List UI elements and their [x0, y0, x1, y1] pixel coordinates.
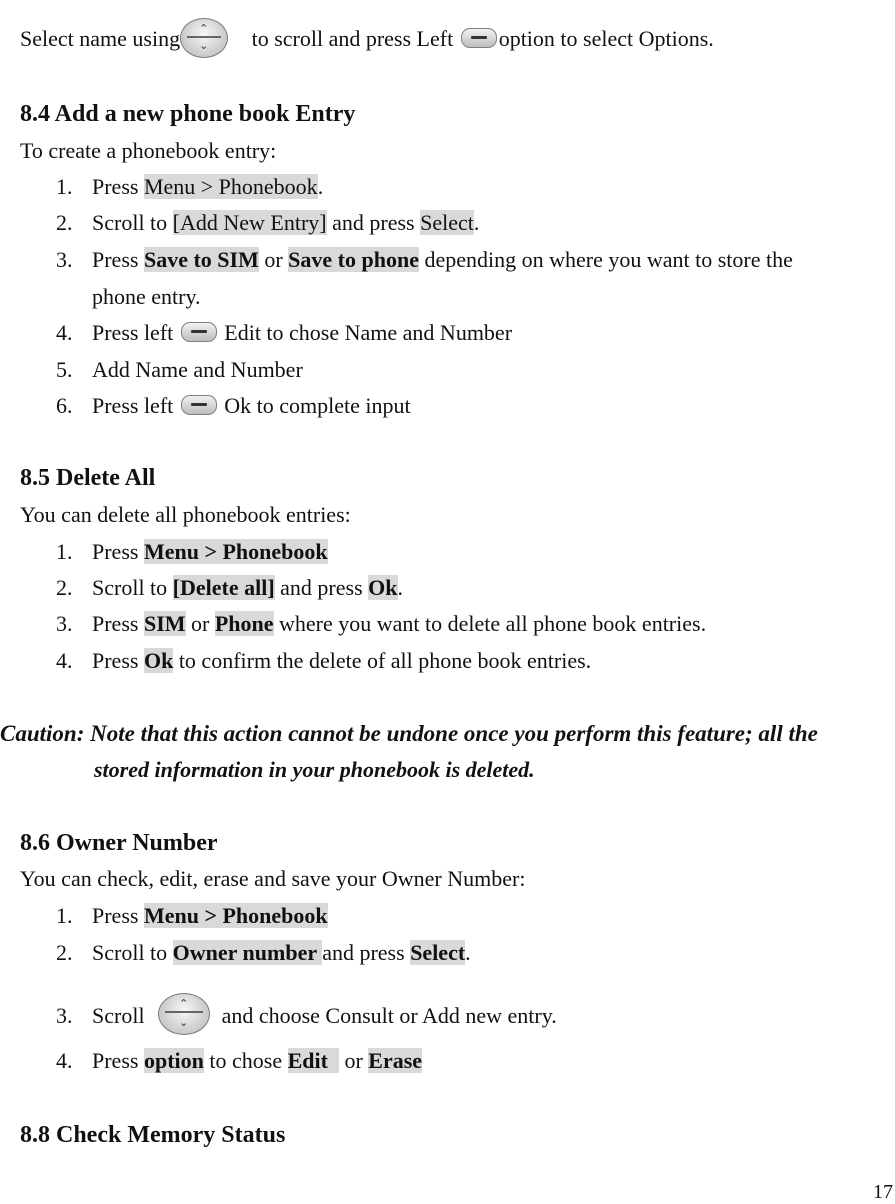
- navigation-key-icon: ⌃ ⌄: [158, 993, 210, 1035]
- list-item: 2. Scroll to [Add New Entry] and press Select.: [56, 210, 480, 235]
- section-heading-8-4: 8.4 Add a new phone book Entry: [20, 101, 356, 127]
- section-heading-8-6: 8.6 Owner Number: [20, 830, 218, 856]
- section-heading-8-5: 8.5 Delete All: [20, 465, 156, 491]
- section-lead: You can delete all phonebook entries:: [20, 502, 351, 527]
- intro-text: option to select Options.: [498, 26, 714, 51]
- left-softkey-icon: [181, 395, 217, 415]
- list-item: 6. Press left Ok to complete input: [56, 393, 411, 418]
- left-softkey-icon: [181, 322, 217, 342]
- list-item: 3. Press SIM or Phone where you want to delete all phone book entries.: [56, 611, 707, 636]
- list-item: 4. Press Ok to confirm the delete of all phone book entries.: [56, 648, 592, 673]
- intro-line: [20, 18, 714, 58]
- list-item-continuation: phone entry.: [92, 284, 201, 309]
- left-softkey-icon: [461, 28, 497, 48]
- list-item: 3. Scroll ⌃ ⌄ and choose Consult or Add new entry.: [56, 993, 557, 1035]
- intro-text: Select name using: [20, 26, 181, 51]
- list-item: 5. Add Name and Number: [56, 357, 303, 382]
- list-item: 3. Press Save to SIM or Save to phone depending on where you want to store the: [56, 247, 793, 272]
- intro-text: to scroll and press Left: [251, 26, 454, 51]
- list-item: 1. Press Menu > Phonebook.: [56, 174, 324, 199]
- list-item: 4. Press option to chose Edit or Erase: [56, 1048, 423, 1073]
- list-item: 2. Scroll to Owner number and press Select.: [56, 940, 471, 965]
- navigation-key-icon: ⌃ ⌄: [180, 18, 228, 58]
- list-item: 1. Press Menu > Phonebook: [56, 539, 328, 564]
- caution-note: Caution: Note that this action cannot be undone once you perform this feature; all the: [0, 721, 818, 746]
- list-item: 1. Press Menu > Phonebook: [56, 903, 328, 928]
- section-heading-8-8: 8.8 Check Memory Status: [20, 1122, 286, 1148]
- section-lead: You can check, edit, erase and save your Owner Number:: [20, 866, 526, 891]
- section-lead: To create a phonebook entry:: [20, 138, 277, 163]
- list-item: 2. Scroll to [Delete all] and press Ok.: [56, 575, 404, 600]
- page-number: 17: [873, 1181, 893, 1203]
- caution-note-continuation: stored information in your phonebook is deleted.: [94, 757, 535, 782]
- list-item: 4. Press left Edit to chose Name and Number: [56, 320, 513, 345]
